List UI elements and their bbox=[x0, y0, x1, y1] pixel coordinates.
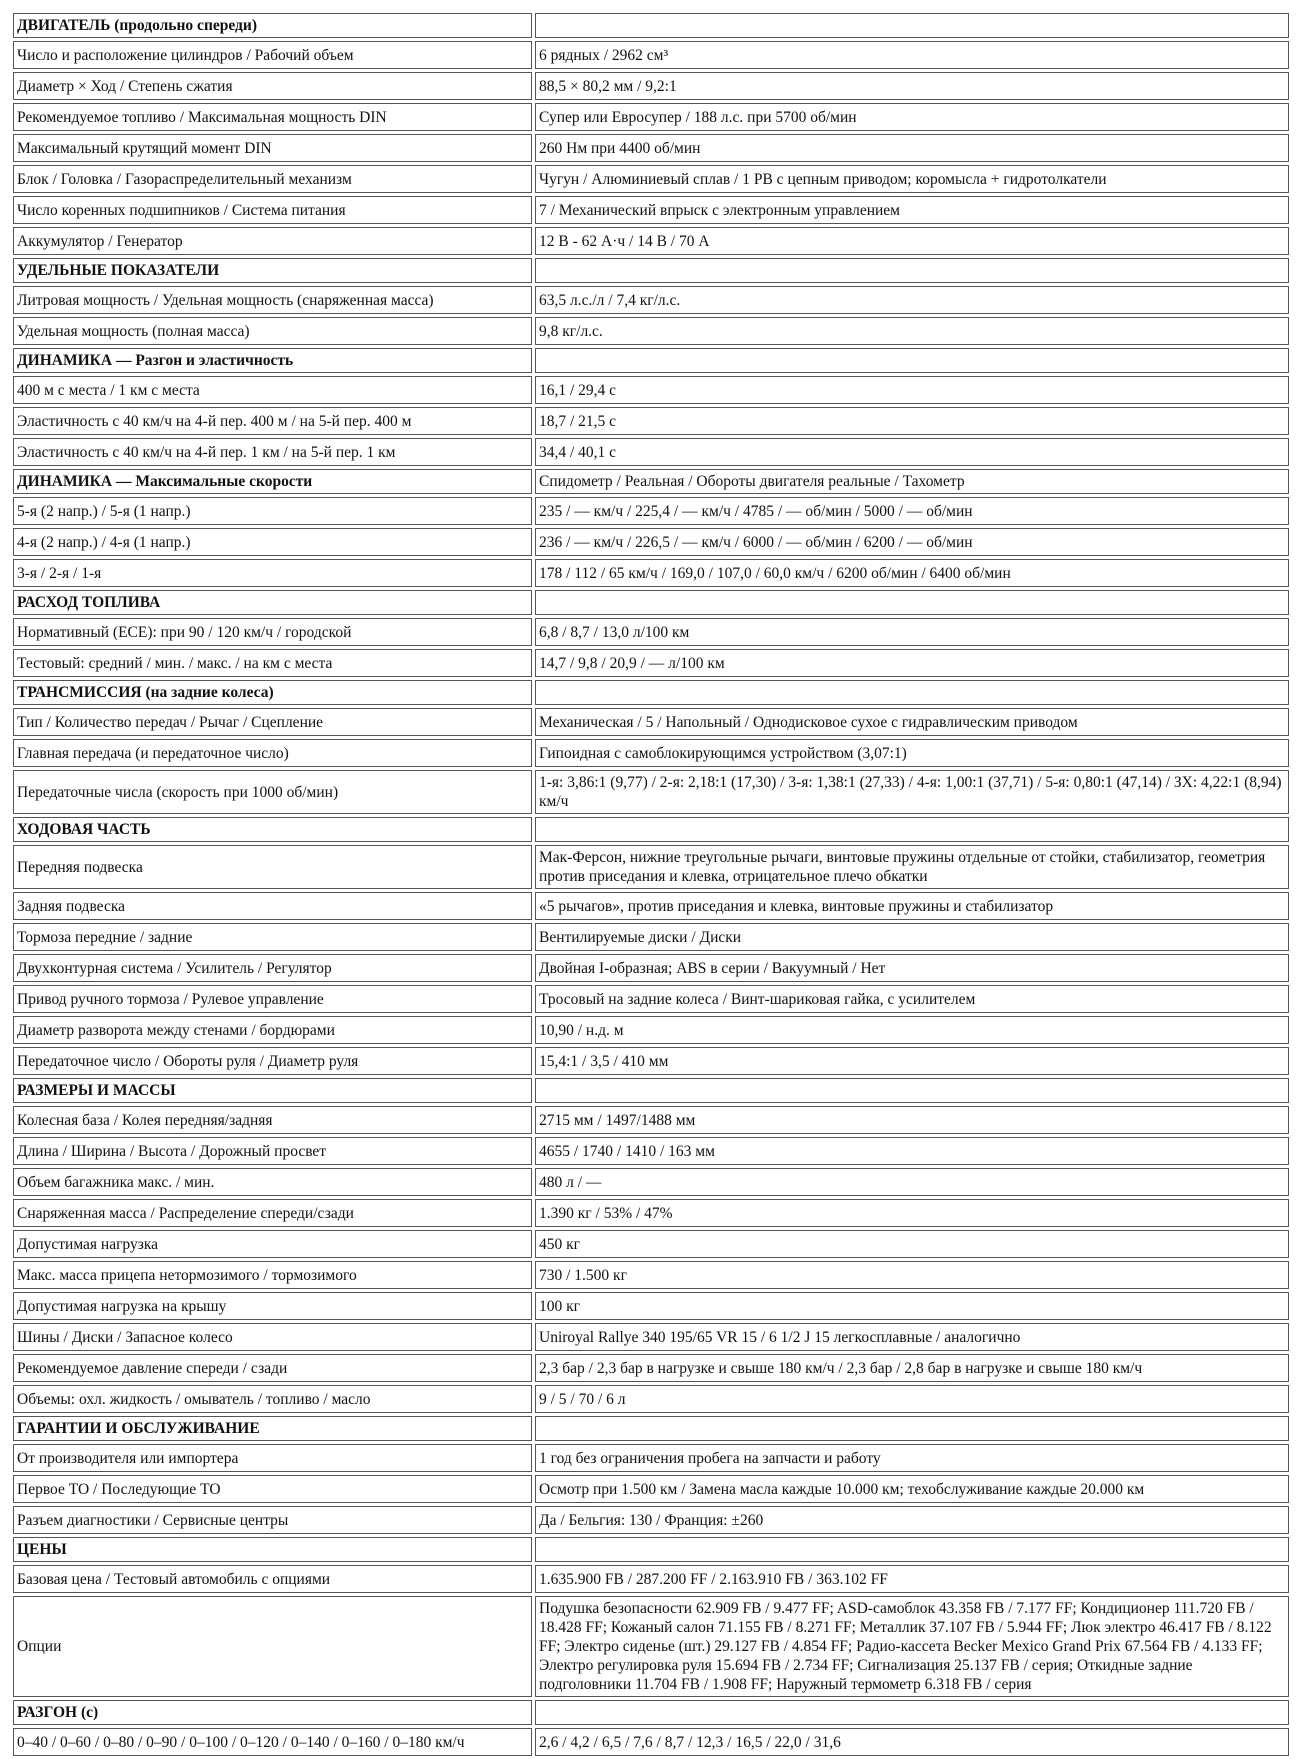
spec-label: Двухконтурная система / Усилитель / Регулятор bbox=[13, 954, 532, 982]
spec-row bbox=[13, 1444, 1289, 1472]
section-title: ЦЕНЫ bbox=[13, 1537, 532, 1562]
spec-row bbox=[13, 317, 1289, 345]
spec-label: 3-я / 2-я / 1-я bbox=[13, 559, 532, 587]
spec-label: Опции bbox=[13, 1596, 532, 1697]
section-title: РАСХОД ТОПЛИВА bbox=[13, 590, 532, 615]
spec-label: Эластичность с 40 км/ч на 4-й пер. 400 м / на 5-й пер. 400 м bbox=[13, 407, 532, 435]
spec-value: 63,5 л.с./л / 7,4 кг/л.с. bbox=[535, 286, 1289, 314]
spec-label: От производителя или импортера bbox=[13, 1444, 532, 1472]
spec-label: Передаточное число / Обороты руля / Диаметр руля bbox=[13, 1047, 532, 1075]
section-title: ГАРАНТИИ И ОБСЛУЖИВАНИЕ bbox=[13, 1416, 532, 1441]
section-value bbox=[535, 348, 1289, 373]
spec-value: 9 / 5 / 70 / 6 л bbox=[535, 1385, 1289, 1413]
spec-value: 6 рядных / 2962 см³ bbox=[535, 41, 1289, 69]
spec-row bbox=[13, 407, 1289, 435]
section-value bbox=[535, 258, 1289, 283]
spec-label: Рекомендуемое топливо / Максимальная мощность DIN bbox=[13, 103, 532, 131]
spec-label: Число коренных подшипников / Система питания bbox=[13, 196, 532, 224]
section-value: Спидометр / Реальная / Обороты двигателя реальные / Тахометр bbox=[535, 469, 1289, 494]
spec-label: 0–40 / 0–60 / 0–80 / 0–90 / 0–100 / 0–120 / 0–140 / 0–160 / 0–180 км/ч bbox=[13, 1728, 532, 1756]
spec-value: 6,8 / 8,7 / 13,0 л/100 км bbox=[535, 618, 1289, 646]
spec-row bbox=[13, 103, 1289, 131]
spec-row bbox=[13, 770, 1289, 814]
spec-row bbox=[13, 227, 1289, 255]
spec-row bbox=[13, 528, 1289, 556]
spec-value: 236 / — км/ч / 226,5 / — км/ч / 6000 / — об/мин / 6200 / — об/мин bbox=[535, 528, 1289, 556]
section-value bbox=[535, 13, 1289, 38]
spec-label: Аккумулятор / Генератор bbox=[13, 227, 532, 255]
spec-value: Тросовый на задние колеса / Винт-шариковая гайка, с усилителем bbox=[535, 985, 1289, 1013]
section-value bbox=[535, 1537, 1289, 1562]
spec-value: 1 год без ограничения пробега на запчасти и работу bbox=[535, 1444, 1289, 1472]
spec-label: Эластичность с 40 км/ч на 4-й пер. 1 км / на 5-й пер. 1 км bbox=[13, 438, 532, 466]
spec-row bbox=[13, 1168, 1289, 1196]
spec-label: Максимальный крутящий момент DIN bbox=[13, 134, 532, 162]
section-value bbox=[535, 817, 1289, 842]
spec-row bbox=[13, 376, 1289, 404]
spec-label: Число и расположение цилиндров / Рабочий объем bbox=[13, 41, 532, 69]
spec-label: 400 м с места / 1 км с места bbox=[13, 376, 532, 404]
spec-label: Диаметр × Ход / Степень сжатия bbox=[13, 72, 532, 100]
spec-value: Мак-Ферсон, нижние треугольные рычаги, винтовые пружины отдельные от стойки, стабилизатор, геометрия против приседания и клевка, отрицательное плечо обкатки bbox=[535, 845, 1289, 889]
spec-label: Разъем диагностики / Сервисные центры bbox=[13, 1506, 532, 1534]
section-header-row bbox=[13, 1078, 1289, 1103]
spec-label: Главная передача (и передаточное число) bbox=[13, 739, 532, 767]
spec-row bbox=[13, 923, 1289, 951]
spec-value: 100 кг bbox=[535, 1292, 1289, 1320]
spec-label: Первое ТО / Последующие ТО bbox=[13, 1475, 532, 1503]
spec-value: Подушка безопасности 62.909 FB / 9.477 FF; ASD-самоблок 43.358 FB / 7.177 FF; Кондиционер 111.720 FB / 18.428 FF; Кожаный салон 71.155 FB / 8.271 FF; Металлик 37.107 FB / 5.944 FF; Люк электро 46.417 FB / 8.122 FF; Электро сиденье (шт.) 29.127 FB / 4.854 FF; Радио-кассета Becker Mexico Grand Prix 67.564 FB / 4.133 FF; Электро регулировка руля 15.694 FB / 2.734 FF; Сигнализация 25.137 FB / серия; Откидные задние подголовники 11.704 FB / 1.908 FF; Наружный термометр 6.318 FB / серия bbox=[535, 1596, 1289, 1697]
spec-value: Гипоидная с самоблокирующимся устройством (3,07:1) bbox=[535, 739, 1289, 767]
spec-value: 235 / — км/ч / 225,4 / — км/ч / 4785 / — об/мин / 5000 / — об/мин bbox=[535, 497, 1289, 525]
spec-value: Механическая / 5 / Напольный / Однодисковое сухое с гидравлическим приводом bbox=[535, 708, 1289, 736]
section-title: РАЗМЕРЫ И МАССЫ bbox=[13, 1078, 532, 1103]
section-header-row bbox=[13, 1416, 1289, 1441]
spec-row bbox=[13, 72, 1289, 100]
spec-value: 7 / Механический впрыск с электронным управлением bbox=[535, 196, 1289, 224]
spec-value: 16,1 / 29,4 с bbox=[535, 376, 1289, 404]
section-title: ДИНАМИКА — Разгон и эластичность bbox=[13, 348, 532, 373]
spec-label: Макс. масса прицепа нетормозимого / тормозимого bbox=[13, 1261, 532, 1289]
spec-label: Блок / Головка / Газораспределительный механизм bbox=[13, 165, 532, 193]
spec-label: Тормоза передние / задние bbox=[13, 923, 532, 951]
spec-table bbox=[10, 10, 1292, 1759]
spec-row bbox=[13, 1323, 1289, 1351]
spec-value: 730 / 1.500 кг bbox=[535, 1261, 1289, 1289]
section-title: УДЕЛЬНЫЕ ПОКАЗАТЕЛИ bbox=[13, 258, 532, 283]
section-value bbox=[535, 1078, 1289, 1103]
section-title: ХОДОВАЯ ЧАСТЬ bbox=[13, 817, 532, 842]
spec-row bbox=[13, 1728, 1289, 1756]
spec-value: 12 В - 62 А·ч / 14 В / 70 А bbox=[535, 227, 1289, 255]
spec-row bbox=[13, 196, 1289, 224]
spec-value: Да / Бельгия: 130 / Франция: ±260 bbox=[535, 1506, 1289, 1534]
spec-row bbox=[13, 1565, 1289, 1593]
section-title: РАЗГОН (с) bbox=[13, 1700, 532, 1725]
spec-label: Диаметр разворота между стенами / бордюрами bbox=[13, 1016, 532, 1044]
spec-row bbox=[13, 1199, 1289, 1227]
section-header-row bbox=[13, 680, 1289, 705]
spec-row bbox=[13, 618, 1289, 646]
spec-row bbox=[13, 559, 1289, 587]
section-header-row bbox=[13, 13, 1289, 38]
spec-table-body bbox=[13, 13, 1289, 1756]
spec-label: Задняя подвеска bbox=[13, 892, 532, 920]
spec-row bbox=[13, 1506, 1289, 1534]
spec-row bbox=[13, 286, 1289, 314]
spec-value: 1.390 кг / 53% / 47% bbox=[535, 1199, 1289, 1227]
spec-label: Объемы: охл. жидкость / омыватель / топливо / масло bbox=[13, 1385, 532, 1413]
spec-label: 5-я (2 напр.) / 5-я (1 напр.) bbox=[13, 497, 532, 525]
spec-label: Допустимая нагрузка bbox=[13, 1230, 532, 1258]
spec-value: 260 Нм при 4400 об/мин bbox=[535, 134, 1289, 162]
spec-row bbox=[13, 1475, 1289, 1503]
spec-value: 88,5 × 80,2 мм / 9,2:1 bbox=[535, 72, 1289, 100]
spec-label: Тип / Количество передач / Рычаг / Сцепление bbox=[13, 708, 532, 736]
spec-row bbox=[13, 892, 1289, 920]
spec-value: Двойная I-образная; ABS в серии / Вакуумный / Нет bbox=[535, 954, 1289, 982]
spec-row bbox=[13, 985, 1289, 1013]
spec-row bbox=[13, 1106, 1289, 1134]
spec-row bbox=[13, 165, 1289, 193]
spec-row bbox=[13, 134, 1289, 162]
spec-row bbox=[13, 1016, 1289, 1044]
spec-value: 34,4 / 40,1 с bbox=[535, 438, 1289, 466]
spec-value: Чугун / Алюминиевый сплав / 1 РВ с цепным приводом; коромысла + гидротолкатели bbox=[535, 165, 1289, 193]
spec-value: 1.635.900 FB / 287.200 FF / 2.163.910 FB / 363.102 FF bbox=[535, 1565, 1289, 1593]
spec-label: Рекомендуемое давление спереди / сзади bbox=[13, 1354, 532, 1382]
spec-value: 480 л / — bbox=[535, 1168, 1289, 1196]
spec-label: Передняя подвеска bbox=[13, 845, 532, 889]
spec-value: «5 рычагов», против приседания и клевка, винтовые пружины и стабилизатор bbox=[535, 892, 1289, 920]
spec-label: Объем багажника макс. / мин. bbox=[13, 1168, 532, 1196]
section-header-row bbox=[13, 1537, 1289, 1562]
spec-label: Передаточные числа (скорость при 1000 об/мин) bbox=[13, 770, 532, 814]
spec-value: Вентилируемые диски / Диски bbox=[535, 923, 1289, 951]
spec-row bbox=[13, 497, 1289, 525]
section-header-row bbox=[13, 1700, 1289, 1725]
spec-value: Осмотр при 1.500 км / Замена масла каждые 10.000 км; техобслуживание каждые 20.000 км bbox=[535, 1475, 1289, 1503]
section-header-row bbox=[13, 817, 1289, 842]
spec-row bbox=[13, 438, 1289, 466]
spec-value: Uniroyal Rallye 340 195/65 VR 15 / 6 1/2 J 15 легкосплавные / аналогично bbox=[535, 1323, 1289, 1351]
section-value bbox=[535, 680, 1289, 705]
spec-table-container bbox=[10, 10, 1286, 1759]
spec-row bbox=[13, 1261, 1289, 1289]
spec-row bbox=[13, 845, 1289, 889]
spec-value: 450 кг bbox=[535, 1230, 1289, 1258]
spec-row bbox=[13, 1047, 1289, 1075]
section-value bbox=[535, 1416, 1289, 1441]
spec-label: 4-я (2 напр.) / 4-я (1 напр.) bbox=[13, 528, 532, 556]
spec-value: 1-я: 3,86:1 (9,77) / 2-я: 2,18:1 (17,30) / 3-я: 1,38:1 (27,33) / 4-я: 1,00:1 (37,71) / 5-я: 0,80:1 (47,14) / ЗХ: 4,22:1 (8,94) км/ч bbox=[535, 770, 1289, 814]
spec-label: Снаряженная масса / Распределение спереди/сзади bbox=[13, 1199, 532, 1227]
spec-value: 15,4:1 / 3,5 / 410 мм bbox=[535, 1047, 1289, 1075]
spec-row bbox=[13, 1596, 1289, 1697]
spec-value: 2715 мм / 1497/1488 мм bbox=[535, 1106, 1289, 1134]
spec-value: 9,8 кг/л.с. bbox=[535, 317, 1289, 345]
spec-label: Длина / Ширина / Высота / Дорожный просвет bbox=[13, 1137, 532, 1165]
section-header-row bbox=[13, 348, 1289, 373]
spec-value: 178 / 112 / 65 км/ч / 169,0 / 107,0 / 60,0 км/ч / 6200 об/мин / 6400 об/мин bbox=[535, 559, 1289, 587]
spec-label: Колесная база / Колея передняя/задняя bbox=[13, 1106, 532, 1134]
section-title: ДВИГАТЕЛЬ (продольно спереди) bbox=[13, 13, 532, 38]
spec-row bbox=[13, 649, 1289, 677]
spec-row bbox=[13, 1385, 1289, 1413]
spec-value: 14,7 / 9,8 / 20,9 / — л/100 км bbox=[535, 649, 1289, 677]
spec-label: Нормативный (ЕСЕ): при 90 / 120 км/ч / городской bbox=[13, 618, 532, 646]
section-title: ДИНАМИКА — Максимальные скорости bbox=[13, 469, 532, 494]
spec-row bbox=[13, 954, 1289, 982]
spec-label: Базовая цена / Тестовый автомобиль с опциями bbox=[13, 1565, 532, 1593]
spec-row bbox=[13, 1292, 1289, 1320]
spec-value: 2,3 бар / 2,3 бар в нагрузке и свыше 180 км/ч / 2,3 бар / 2,8 бар в нагрузке и свыше 180 км/ч bbox=[535, 1354, 1289, 1382]
spec-row bbox=[13, 708, 1289, 736]
spec-row bbox=[13, 1137, 1289, 1165]
section-header-row bbox=[13, 469, 1289, 494]
spec-value: 2,6 / 4,2 / 6,5 / 7,6 / 8,7 / 12,3 / 16,5 / 22,0 / 31,6 bbox=[535, 1728, 1289, 1756]
spec-row bbox=[13, 739, 1289, 767]
spec-value: 10,90 / н.д. м bbox=[535, 1016, 1289, 1044]
spec-row bbox=[13, 1354, 1289, 1382]
spec-label: Тестовый: средний / мин. / макс. / на км с места bbox=[13, 649, 532, 677]
section-value bbox=[535, 590, 1289, 615]
spec-row bbox=[13, 1230, 1289, 1258]
section-value bbox=[535, 1700, 1289, 1725]
spec-value: Супер или Евросупер / 188 л.с. при 5700 об/мин bbox=[535, 103, 1289, 131]
spec-label: Шины / Диски / Запасное колесо bbox=[13, 1323, 532, 1351]
spec-row bbox=[13, 41, 1289, 69]
section-title: ТРАНСМИССИЯ (на задние колеса) bbox=[13, 680, 532, 705]
spec-value: 18,7 / 21,5 с bbox=[535, 407, 1289, 435]
spec-label: Допустимая нагрузка на крышу bbox=[13, 1292, 532, 1320]
spec-value: 4655 / 1740 / 1410 / 163 мм bbox=[535, 1137, 1289, 1165]
section-header-row bbox=[13, 590, 1289, 615]
spec-label: Литровая мощность / Удельная мощность (снаряженная масса) bbox=[13, 286, 532, 314]
spec-label: Удельная мощность (полная масса) bbox=[13, 317, 532, 345]
spec-label: Привод ручного тормоза / Рулевое управление bbox=[13, 985, 532, 1013]
section-header-row bbox=[13, 258, 1289, 283]
